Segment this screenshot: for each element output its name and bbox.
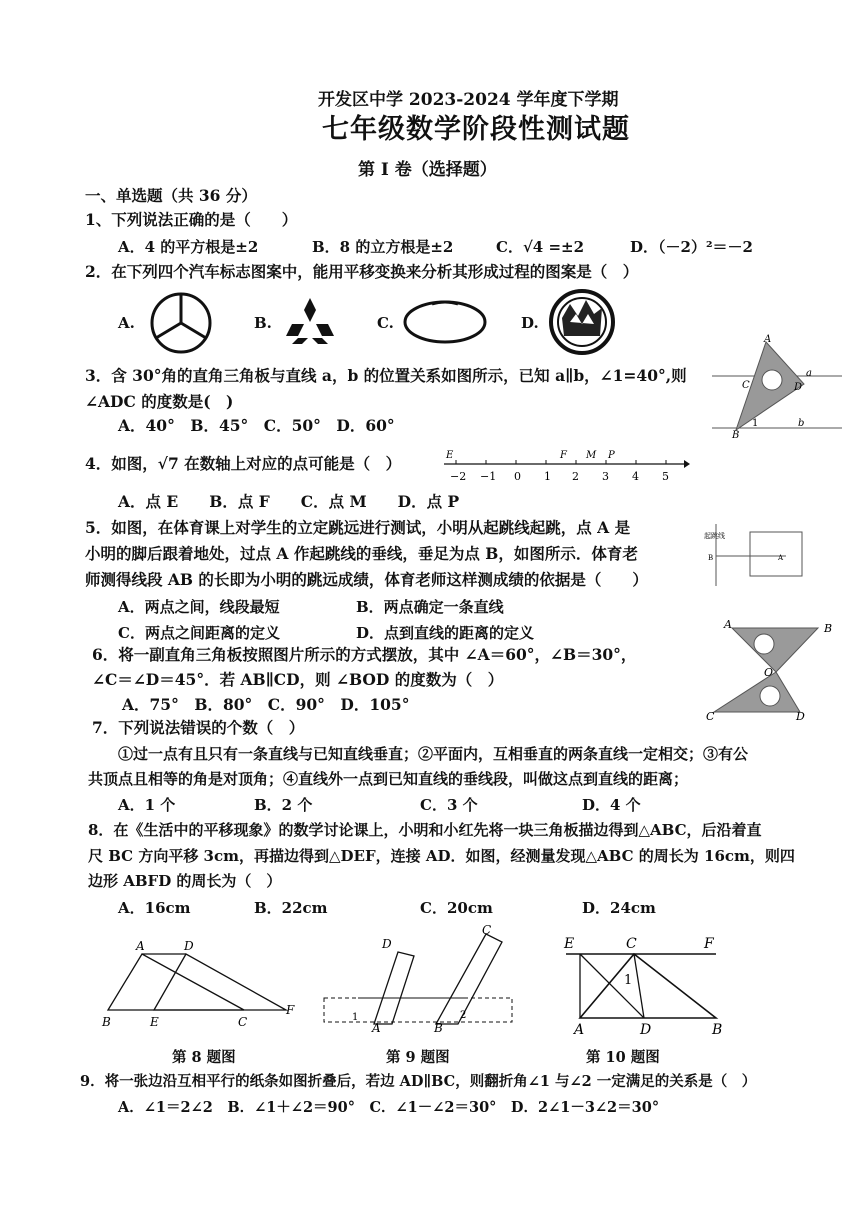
q3-label-line-b: b [798, 418, 805, 429]
q6-line2: ∠C＝∠D＝45°．若 AB∥CD，则 ∠BOD 的度数为（ ） [92, 670, 504, 689]
q7-line1: ①过一点有且只有一条直线与已知直线垂直；②平面内，互相垂直的两条直线一定相交；③有公 [118, 745, 749, 763]
q6-label-a: A [724, 618, 732, 631]
fig10-label-e: E [564, 936, 575, 952]
q1-option-c: C．√4 =±2 [496, 238, 585, 256]
logo-mercedes-icon [148, 290, 214, 356]
q4-tick-label: 5 [662, 470, 669, 483]
q2-label-a: A. [118, 314, 135, 332]
fig8-label-b: B [102, 1015, 111, 1029]
q1-option-a: A．4 的平方根是±2 [118, 238, 259, 256]
fig10-label-a: A [574, 1022, 585, 1034]
q3-label-b: B [732, 430, 740, 441]
q5-line2: 小明的脚后跟着地处，过点 A 作起跳线的垂线，垂足为点 B，如图所示．体育老 [85, 544, 638, 563]
fig9-figure [318, 922, 518, 1034]
q4-options: A．点 E B．点 F C．点 M D．点 P [118, 492, 460, 511]
q6-label-b: B [824, 622, 833, 635]
q7-option-a: A．1 个 [118, 796, 176, 814]
q7-options [0, 794, 868, 814]
logo-mitsubishi-icon [282, 296, 338, 346]
q4-tick-label: 3 [602, 470, 609, 483]
q3-label-angle1: 1 [752, 418, 759, 429]
q4-point-p: P [608, 450, 615, 461]
q2-label-c: C. [377, 314, 394, 332]
q8-option-d: D．24cm [582, 899, 656, 917]
fig9-label-c: C [482, 923, 492, 937]
q3-stem-line1: 3．含 30°角的直角三角板与直线 a，b 的位置关系如图所示，已知 a∥b，∠1=40°,则 [85, 366, 687, 385]
q8-option-b: B．22cm [254, 899, 328, 917]
q5-line1: 5．如图，在体育课上对学生的立定跳远进行测试，小明从起跳线起跳，点 A 是 [85, 518, 631, 537]
section-title: 一、单选题（共 36 分） [85, 186, 257, 205]
fig10-label-c: C [626, 936, 637, 952]
q8-line3: 边形 ABFD 的周长为（ ） [88, 872, 282, 890]
q7-line2: 共顶点且相等的角是对顶角；④直线外一点到已知直线的垂线段，叫做这点到直线的距离； [88, 770, 689, 788]
q6-label-d: D [796, 710, 805, 723]
q7-option-d: D．4 个 [582, 796, 641, 814]
volume-title: 第 I 卷（选择题） [358, 160, 497, 180]
q5-line3: 师测得线段 AB 的长即为小明的跳远成绩，体育老师这样测成绩的依据是（ ） [85, 570, 648, 589]
q5-option-a: A．两点之间，线段最短 [118, 598, 280, 616]
q4-tick-label: −2 [450, 470, 467, 483]
q2-label-d: D. [521, 314, 539, 332]
fig9-label-a: A [372, 1021, 381, 1034]
fig9-label-angle1: 1 [352, 1012, 359, 1023]
q3-label-line-a: a [806, 368, 812, 379]
q5-label-start-line: 起跳线 [704, 532, 725, 540]
q3-label-d: D [794, 382, 803, 393]
q8-options [0, 897, 868, 917]
fig8-label-d: D [184, 939, 194, 953]
q6-figure [700, 618, 840, 726]
q5-label-b: B [708, 554, 714, 562]
q4-tick-label: 2 [572, 470, 579, 483]
fig9-caption: 第 9 题图 [386, 1049, 450, 1066]
q5-option-d: D．点到直线的距离的定义 [356, 624, 535, 642]
q7-option-c: C．3 个 [420, 796, 478, 814]
school-header: 开发区中学 2023-2024 学年度下学期 [318, 90, 619, 110]
q6-line1: 6．将一副直角三角板按照图片所示的方式摆放，其中 ∠A＝60°，∠B＝30°， [92, 645, 637, 664]
q1-option-d: D．（－2）²＝－2 [630, 238, 753, 256]
fig9-label-angle2: 2 [460, 1010, 467, 1021]
fig8-label-e: E [150, 1015, 159, 1029]
q5-option-c: C．两点之间距离的定义 [118, 624, 280, 642]
fig8-caption: 第 8 题图 [172, 1049, 236, 1066]
q8-option-c: C．20cm [420, 899, 493, 917]
page-title: 七年级数学阶段性测试题 [322, 114, 630, 145]
q4-tick-label: 4 [632, 470, 639, 483]
fig8-label-f: F [286, 1003, 295, 1017]
q1-stem: 1、下列说法正确的是（ ） [85, 210, 298, 229]
q4-tick-label: 0 [514, 470, 521, 483]
fig10-label-angle1: 1 [624, 973, 633, 988]
q4-stem: 4．如图，√7 在数轴上对应的点可能是（ ） [85, 454, 402, 473]
q8-line2: 尺 BC 方向平移 3cm，再描边得到△DEF，连接 AD．如图，经测量发现△ABC 的周长为 16cm，则四 [88, 847, 795, 865]
fig8-label-a: A [136, 939, 145, 953]
q2-label-b: B. [254, 314, 272, 332]
fig9-label-b: B [434, 1021, 443, 1034]
q5-option-b: B．两点确定一条直线 [356, 598, 504, 616]
q4-point-f: F [560, 450, 567, 461]
q5-options-row2 [0, 622, 700, 642]
fig8-label-c: C [238, 1015, 248, 1029]
logo-ellipse-icon [402, 298, 488, 346]
q6-label-c: C [706, 710, 715, 723]
logo-badge-icon [548, 288, 616, 356]
q5-label-a: A [778, 554, 784, 562]
q8-line1: 8．在《生活中的平移现象》的数学讨论课上，小明和小红先将一块三角板描边得到△ABC，后沿着直 [88, 821, 762, 839]
q5-figure [700, 520, 816, 590]
q8-option-a: A．16cm [118, 899, 191, 917]
q3-options: A．40° B．45° C．50° D．60° [118, 416, 395, 435]
fig10-label-f: F [704, 936, 714, 952]
fig10-figure [560, 930, 734, 1034]
q4-point-e: E [446, 450, 454, 461]
q3-figure [712, 332, 842, 442]
q3-label-a: A [764, 334, 772, 345]
q4-tick-label: 1 [544, 470, 551, 483]
fig10-caption: 第 10 题图 [586, 1049, 660, 1066]
fig10-label-d: D [640, 1022, 652, 1034]
q9-stem: 9．将一张边沿互相平行的纸条如图折叠后，若边 AD∥BC，则翻折角∠1 与∠2 一定满足的关系是（ ） [80, 1073, 757, 1090]
q1-options [0, 236, 868, 256]
q3-label-c: C [742, 380, 750, 391]
fig9-label-d: D [382, 937, 392, 951]
q4-point-m: M [586, 450, 597, 461]
q4-number-line [438, 444, 690, 488]
q1-option-b: B．8 的立方根是±2 [312, 238, 454, 256]
q7-stem: 7．下列说法错误的个数（ ） [92, 718, 305, 737]
fig8-figure [98, 934, 304, 1030]
q9-options: A．∠1＝2∠2 B．∠1＋∠2＝90° C．∠1－∠2＝30° D．2∠1－3∠2＝30° [118, 1099, 660, 1116]
q7-option-b: B．2 个 [254, 796, 313, 814]
fig10-label-b: B [712, 1022, 723, 1034]
q5-options-row1 [0, 596, 700, 616]
q4-tick-label: −1 [480, 470, 497, 483]
q6-options: A．75° B．80° C．90° D．105° [122, 695, 410, 714]
q6-label-o: O [764, 666, 774, 679]
q3-stem-line2: ∠ADC 的度数是( ) [85, 392, 234, 411]
q2-stem: 2．在下列四个汽车标志图案中，能用平移变换来分析其形成过程的图案是（ ） [85, 262, 639, 281]
